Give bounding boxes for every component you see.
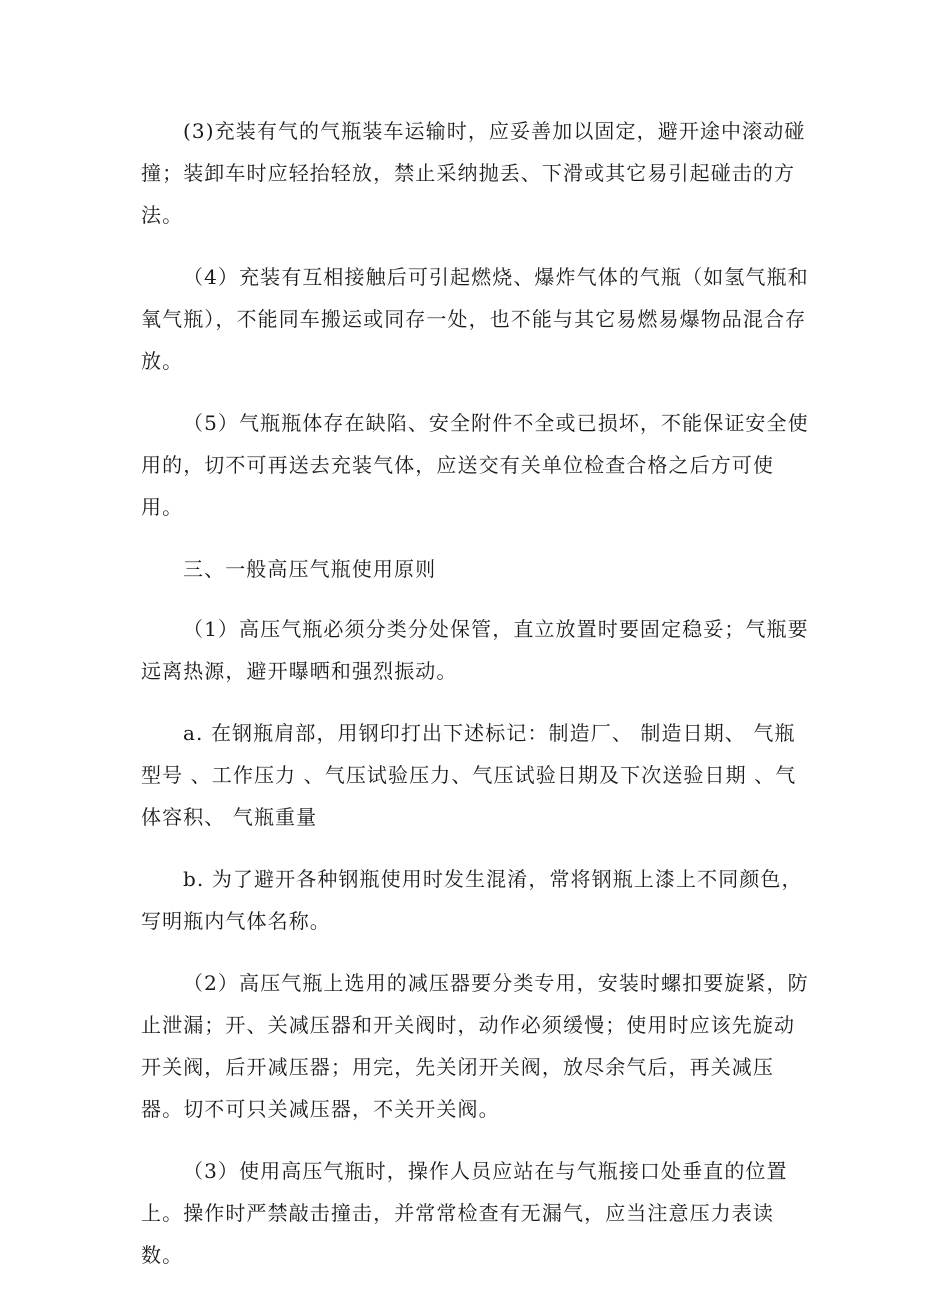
paragraph-storage: （1）高压气瓶必须分类分处保管，直立放置时要固定稳妥；气瓶要远离热源，避开曝晒和强烈振动。 [141, 617, 809, 683]
document-body [141, 110, 809, 1296]
paragraph-defective-cylinders: （5）气瓶瓶体存在缺陷、安全附件不全或已损坏，不能保证安全使用的，切不可再送去充装气体，应送交有关单位检查合格之后方可使用。 [141, 411, 809, 519]
paragraph-transport-fixing: (3)充装有气的气瓶装车运输时，应妥善加以固定，避开途中滚动碰撞；装卸车时应轻抬轻放，禁止采纳抛丢、下滑或其它易引起碰击的方法。 [141, 119, 806, 227]
paragraph-pressure-reducer: （2）高压气瓶上选用的减压器要分类专用，安装时螺扣要旋紧，防止泄漏；开、关减压器和开关阀时，动作必须缓慢；使用时应该先旋动开关阀，后开减压器；用完，先关闭开关阀，放尽余气后，再关减压器。切不可只关减压器，不关开关阀。 [141, 971, 809, 1121]
paragraph-incompatible-gases: （4）充装有互相接触后可引起燃烧、爆炸气体的气瓶（如氢气瓶和氧气瓶），不能同车搬运或同存一处，也不能与其它易燃易爆物品混合存放。 [141, 265, 809, 373]
section-heading-usage-principles: 三、一般高压气瓶使用原则 [183, 557, 437, 581]
paragraph-operator-position: （3）使用高压气瓶时，操作人员应站在与气瓶接口处垂直的位置上。操作时严禁敲击撞击，并常常检查有无漏气，应当注意压力表读数。 [141, 1159, 788, 1267]
paragraph-color-coding: b. 为了避开各种钢瓶使用时发生混淆，常将钢瓶上漆上不同颜色，写明瓶内气体名称。 [141, 867, 803, 933]
paragraph-stamp-markings: a. 在钢瓶肩部，用钢印打出下述标记：制造厂、 制造日期、 气瓶型号 、工作压力 、气压试验压力、气压试验日期及下次送验日期 、气体容积、 气瓶重量 [141, 721, 797, 829]
